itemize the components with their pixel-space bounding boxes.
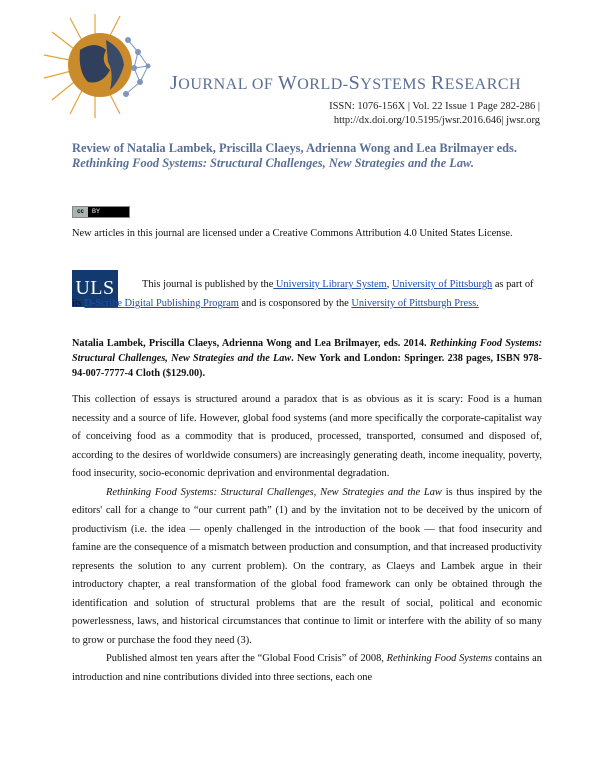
uls-logo: ULS	[72, 270, 118, 307]
doi-line: http://dx.doi.org/10.5195/jwsr.2016.646| jwsr.org	[333, 115, 540, 126]
journal-title: JOURNAL OF WORLD-SYSTEMS RESEARCH	[170, 72, 522, 94]
publisher-statement: This journal is published by the University Library System, University of Pittsburgh as part of its D-Scribe Digital Publishing Program and is cosponsored by the University of Pittsburgh Press.	[72, 279, 534, 309]
by-icon: BY	[92, 209, 101, 215]
link-pittsburgh-press[interactable]: University of Pittsburgh Press.	[351, 298, 479, 309]
cc-icon: cc	[73, 207, 88, 217]
paragraph-3: Published almost ten years after the “Global Food Crisis” of 2008, Rethinking Food Systems contains an introduction and nine contributions divided into three sections, each one	[72, 653, 542, 683]
journal-logo-globe-icon	[40, 10, 180, 120]
link-university-library-system[interactable]: University Library System	[273, 279, 387, 290]
review-title: Review of Natalia Lambek, Priscilla Claeys, Adrienna Wong and Lea Brilmayer eds. Rethinking Food Systems: Structural Challenges, New Strategies and the Law.	[72, 141, 517, 170]
link-d-scribe-program[interactable]: D-Scribe Digital Publishing Program	[84, 298, 239, 309]
review-body	[72, 391, 542, 687]
book-citation: Natalia Lambek, Priscilla Claeys, Adrienna Wong and Lea Brilmayer, eds. 2014. Rethinking Food Systems: Structural Challenges, New Strategies and the Law. New York and London: Springer. 238 pages, ISBN 978-94-007-7777-4 Cloth ($129.00).	[72, 338, 542, 379]
issn-line: ISSN: 1076-156X | Vol. 22 Issue 1 Page 282-286 |	[329, 101, 540, 112]
journal-meta	[200, 100, 540, 128]
cc-license-badge[interactable]	[72, 206, 130, 218]
paragraph-2: Rethinking Food Systems: Structural Challenges, New Strategies and the Law is thus inspired by the editors' call for a change to “our current path” (1) and by the invitation not to be deceived by the unicorn of productivism (i.e. the idea — openly challenged in the introduction of the book — that food insecurity and famine are the consequence of a mismatch between production and consumption, and that increased productivity represents the solution to any current problem). On the contrary, as Claeys and Lambek argue in their introductory chapter, a real transformation of the global food framework can only be obtained through the identification and solution of structural problems that are the result of social, political and economic powerlessness, laws, and historical circumstances that continue to limit or interfere with the ability of so many to grow or purchase the food they need (3).	[72, 486, 542, 646]
license-text: New articles in this journal are licensed under a Creative Commons Attribution 4.0 United States License.	[72, 228, 513, 239]
link-university-of-pittsburgh[interactable]: University of Pittsburgh	[391, 279, 493, 290]
paragraph-1: This collection of essays is structured around a paradox that is as obvious as it is scary: Food is a human necessity and a source of life. However, global food systems (and more specifically the corporate-capitalist way of conceiving food as a commodity that is produced, processed, transported, consumed and disposed of, according to the desires of worldwide consumers) are increasingly generating death, income inequality, poverty, food insecurity, socio-economic deprivation and environmental degradation.	[72, 394, 542, 479]
